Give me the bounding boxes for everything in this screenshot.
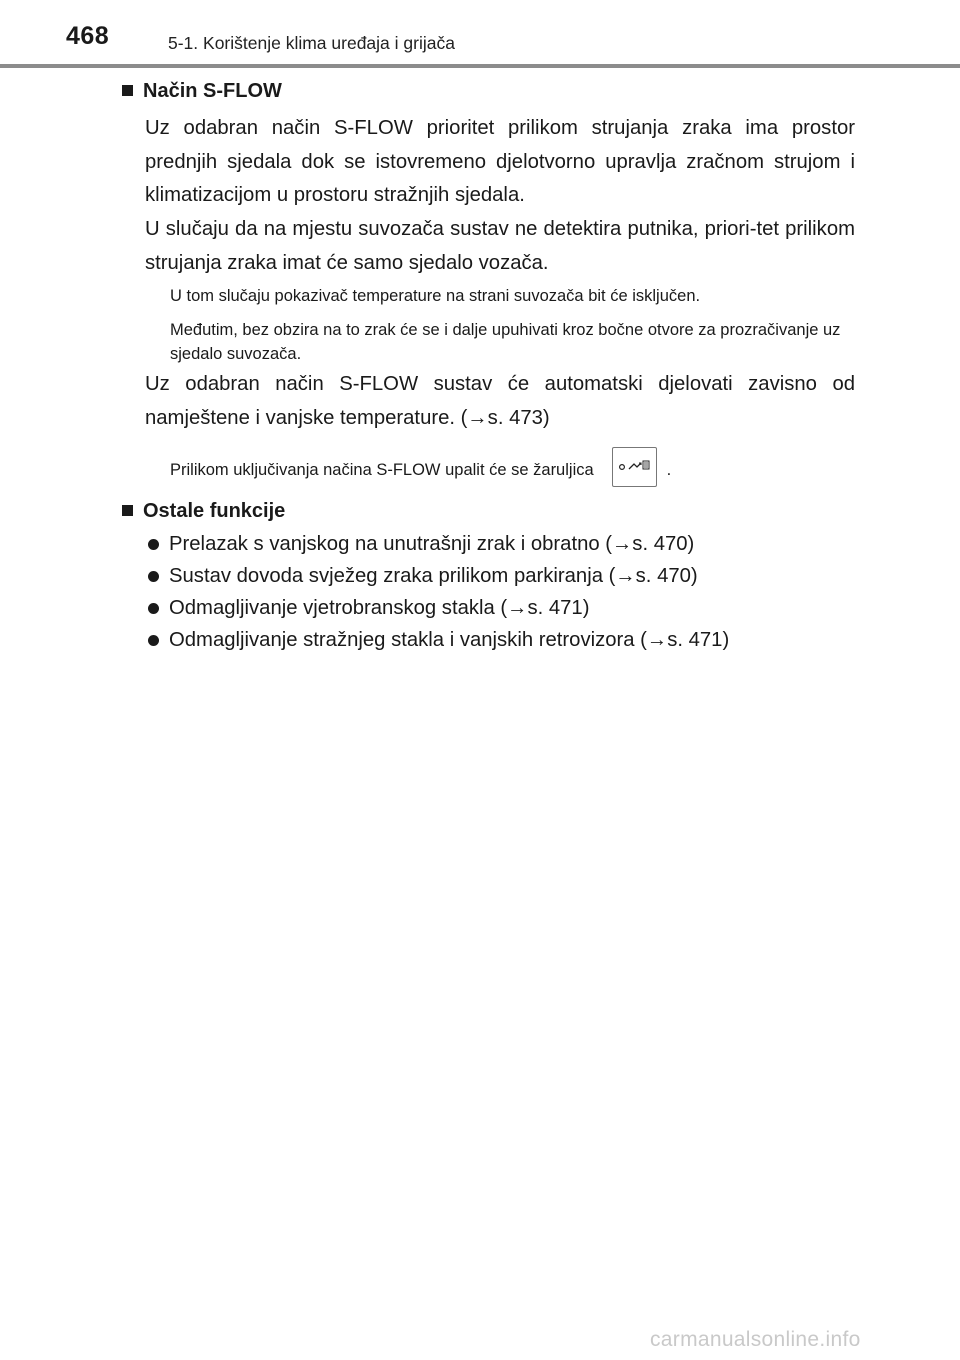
sflow-note-3-text: Prilikom uključivanja načina S-FLOW upalit će se žaruljica [170,461,594,479]
round-bullet-icon [148,571,159,582]
round-bullet-icon [148,539,159,550]
list-item-text: Prelazak s vanjskog na unutrašnji zrak i obratno (→s. 470) [169,533,695,555]
header-divider [0,64,960,68]
sflow-note-1: U tom slučaju pokazivač temperature na strani suvozača bit će isključen. [170,287,701,305]
list-item [148,565,698,588]
list-item-text: Odmagljivanje stražnjeg stakla i vanjskih retrovizora (→s. 471) [169,629,730,651]
list-item-text: Sustav dovoda svježeg zraka prilikom parkiranja (→s. 470) [169,565,698,587]
list-item-text: Odmagljivanje vjetrobranskog stakla (→s. 471) [169,597,590,619]
list-item [148,597,589,620]
other-heading [122,500,285,523]
square-bullet-icon [122,85,133,96]
sflow-heading [122,80,282,103]
list-item [148,629,729,652]
sflow-note-3-end: . [666,461,672,479]
page-number: 468 [66,22,110,50]
other-heading-text: Ostale funkcije [143,500,286,522]
sflow-paragraph-3: Uz odabran način S-FLOW sustav će automatski djelovati zavisno od namještene i vanjske temperature. (→s. 473) [145,373,855,429]
round-bullet-icon [148,635,159,646]
sflow-note-2: Međutim, bez obzira na to zrak će se i dalje upuhivati kroz bočne otvore za prozračivanje uz sjedalo suvozača. [170,321,841,363]
list-item [148,533,694,556]
section-title: 5-1. Korištenje klima uređaja i grijača [168,33,455,53]
s-flow-indicator-icon [612,447,657,487]
watermark: carmanualsonline.info [650,1328,861,1351]
round-bullet-icon [148,603,159,614]
square-bullet-icon [122,505,133,516]
sflow-paragraph-1: Uz odabran način S-FLOW prioritet prilikom strujanja zraka ima prostor prednjih sjedala dok se istovremeno djelotvorno upravlja zračnom strujom i klimatizacijom u prostoru stražnjih sjedala. [145,117,855,206]
sflow-note-3 [170,450,856,490]
sflow-heading-text: Način S-FLOW [143,80,282,102]
sflow-paragraph-2: U slučaju da na mjestu suvozača sustav ne detektira putnika, priori-tet prilikom strujanja zraka imat će samo sjedalo vozača. [145,218,855,274]
